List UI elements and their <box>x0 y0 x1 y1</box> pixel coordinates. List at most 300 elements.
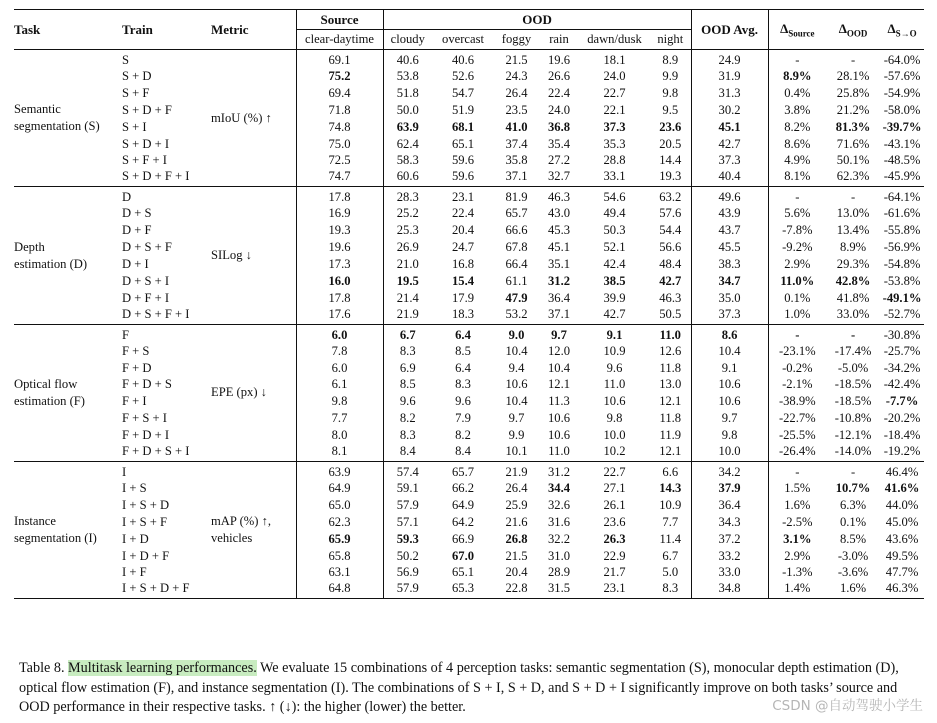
task-label-line: Depth <box>14 239 45 254</box>
cell-ood-night: 6.7 <box>662 548 679 563</box>
train-combination: I + S <box>122 480 147 495</box>
cell-ood-overcast: 65.7 <box>432 462 494 481</box>
header-train: Train <box>122 21 153 37</box>
cell-source-clear-daytime: 17.6 <box>296 307 383 325</box>
cell-ood-overcast: 23.1 <box>432 187 494 206</box>
table-row <box>14 307 924 325</box>
cell-ood-avg: 9.7 <box>691 410 768 427</box>
cell-delta-ood: 62.3% <box>836 169 870 184</box>
cell-ood-overcast: 66.9 <box>451 531 475 546</box>
cell-ood-dawn-dusk: 38.5 <box>603 273 626 288</box>
cell-delta-s-to-o: -64.1% <box>880 187 924 206</box>
train-combination: D + F + I <box>122 290 170 305</box>
cell-ood-night: 23.6 <box>659 119 682 134</box>
task-label-line: Optical flow <box>14 376 78 391</box>
table-row <box>14 427 924 444</box>
header-ood: OOD <box>383 10 691 30</box>
cell-source-clear-daytime: 17.3 <box>296 256 383 273</box>
cell-delta-source: 8.6% <box>768 136 826 153</box>
cell-delta-source: -0.2% <box>768 360 826 377</box>
cell-delta-source: -2.5% <box>768 514 826 531</box>
col-rain: rain <box>549 32 569 46</box>
cell-ood-cloudy: 9.6 <box>383 393 432 410</box>
cell-ood-rain: 31.2 <box>539 462 579 481</box>
cell-ood-dawn-dusk: 37.3 <box>603 119 626 134</box>
cell-ood-foggy: 9.4 <box>508 360 525 375</box>
cell-ood-overcast: 66.2 <box>451 480 475 495</box>
cell-ood-dawn-dusk: 52.1 <box>603 240 626 255</box>
cell-delta-ood: - <box>850 53 856 67</box>
cell-ood-foggy: 22.8 <box>505 581 528 596</box>
cell-delta-source: 1.5% <box>768 480 826 497</box>
cell-delta-s-to-o: -53.8% <box>883 273 921 288</box>
cell-ood-rain: 37.1 <box>547 306 571 321</box>
cell-delta-ood: 21.2% <box>836 102 870 117</box>
cell-delta-source: -22.7% <box>768 410 826 427</box>
cell-ood-dawn-dusk: 23.6 <box>603 514 626 529</box>
cell-source-clear-daytime: 65.8 <box>296 548 383 565</box>
cell-ood-overcast: 7.9 <box>455 411 471 426</box>
cell-ood-dawn-dusk: 49.4 <box>603 206 626 221</box>
cell-source-clear-daytime: 7.8 <box>296 343 383 360</box>
cell-source-clear-daytime: 8.1 <box>296 444 383 462</box>
cell-ood-overcast: 59.6 <box>451 169 475 184</box>
cell-ood-overcast: 17.9 <box>451 290 475 305</box>
table-row <box>14 581 924 599</box>
cell-ood-foggy: 9.9 <box>508 428 525 443</box>
cell-ood-foggy: 10.1 <box>505 444 528 459</box>
cell-ood-overcast: 64.9 <box>451 497 475 512</box>
cell-ood-night: 11.8 <box>659 360 682 375</box>
cell-source-clear-daytime: 65.9 <box>296 531 383 548</box>
cell-ood-night: 11.4 <box>659 531 682 546</box>
cell-ood-rain: 31.0 <box>547 548 571 563</box>
cell-ood-overcast: 64.2 <box>451 514 475 529</box>
cell-ood-cloudy: 40.6 <box>383 50 432 69</box>
table-row <box>14 273 924 290</box>
task-group <box>14 324 924 461</box>
cell-delta-ood: 8.5% <box>839 531 867 546</box>
cell-ood-night: 50.5 <box>659 306 682 321</box>
table-row <box>14 205 924 222</box>
task-label-line: Instance <box>14 514 56 529</box>
table-row <box>14 462 924 481</box>
cell-ood-overcast: 65.3 <box>451 581 475 596</box>
cell-ood-night: 9.5 <box>662 102 679 117</box>
cell-delta-ood: 71.6% <box>836 136 870 151</box>
cell-ood-overcast: 9.6 <box>455 394 471 409</box>
cell-ood-foggy: 21.6 <box>505 514 528 529</box>
cell-delta-s-to-o: 47.7% <box>885 565 919 580</box>
cell-ood-night: 42.7 <box>659 273 682 288</box>
cell-ood-rain: 36.4 <box>547 290 571 305</box>
cell-ood-cloudy: 56.9 <box>383 564 432 581</box>
cell-ood-overcast: 8.5 <box>455 343 471 358</box>
cell-source-clear-daytime: 63.9 <box>296 462 383 481</box>
train-combination: S + I <box>122 119 147 134</box>
cell-ood-cloudy: 63.9 <box>383 119 432 136</box>
table-row <box>14 169 924 187</box>
cell-ood-night: 10.9 <box>659 497 682 512</box>
delta-ood-symbol: Δ <box>838 20 847 36</box>
delta-ood-sub: OOD <box>846 28 868 39</box>
cell-ood-cloudy: 53.8 <box>383 68 432 85</box>
cell-ood-dawn-dusk: 26.3 <box>603 531 626 546</box>
cell-ood-cloudy: 25.2 <box>383 205 432 222</box>
cell-ood-night: 46.3 <box>659 290 682 305</box>
task-label <box>14 462 122 599</box>
cell-ood-overcast: 16.8 <box>451 256 475 271</box>
col-foggy: foggy <box>501 32 532 46</box>
cell-ood-dawn-dusk: 10.2 <box>603 444 626 459</box>
cell-delta-source: 4.9% <box>768 152 826 169</box>
col-cloudy: cloudy <box>383 30 432 50</box>
cell-ood-rain: 11.3 <box>548 394 570 409</box>
cell-delta-source: 0.1% <box>768 290 826 307</box>
table-row <box>14 497 924 514</box>
cell-ood-rain: 35.1 <box>547 256 571 271</box>
cell-ood-rain: 32.2 <box>547 531 571 546</box>
cell-delta-source: -38.9% <box>768 393 826 410</box>
cell-ood-avg: 9.8 <box>691 427 768 444</box>
cell-ood-avg: 9.1 <box>691 360 768 377</box>
cell-delta-source: 3.1% <box>768 531 826 548</box>
train-combination: D <box>122 187 211 206</box>
cell-ood-dawn-dusk: 10.0 <box>603 428 626 443</box>
cell-ood-avg: 43.9 <box>691 205 768 222</box>
train-combination: F + D <box>122 360 152 375</box>
results-table-container <box>14 9 924 599</box>
cell-delta-ood: -3.0% <box>837 548 869 563</box>
cell-delta-s-to-o: 43.6% <box>885 531 919 546</box>
cell-ood-cloudy: 57.4 <box>383 462 432 481</box>
train-combination: S + D + F <box>122 102 172 117</box>
task-label <box>14 187 122 324</box>
cell-delta-source: 2.9% <box>768 256 826 273</box>
cell-ood-rain: 45.3 <box>547 223 571 238</box>
cell-delta-source: 8.1% <box>768 169 826 187</box>
cell-delta-ood: -17.4% <box>834 343 872 358</box>
cell-ood-cloudy: 57.9 <box>383 581 432 599</box>
cell-ood-foggy: 21.9 <box>494 462 539 481</box>
train-combination: F + S <box>122 343 150 358</box>
cell-ood-rain: 32.6 <box>547 497 571 512</box>
cell-ood-avg: 37.3 <box>691 307 768 325</box>
task-label-line: segmentation (I) <box>14 531 97 546</box>
metric-label <box>211 324 296 461</box>
cell-ood-cloudy: 51.8 <box>383 85 432 102</box>
cell-ood-cloudy: 8.3 <box>383 427 432 444</box>
cell-delta-ood: 81.3% <box>835 119 871 134</box>
cell-source-clear-daytime: 65.0 <box>296 497 383 514</box>
cell-ood-foggy: 41.0 <box>505 119 528 134</box>
cell-ood-overcast: 65.1 <box>451 565 475 580</box>
cell-ood-cloudy: 59.3 <box>383 531 432 548</box>
cell-ood-avg: 10.0 <box>691 444 768 462</box>
cell-delta-s-to-o: -57.6% <box>883 68 921 83</box>
cell-ood-night: 19.3 <box>659 169 682 184</box>
col-clear-daytime: clear-daytime <box>296 30 383 50</box>
cell-ood-rain: 45.1 <box>547 240 571 255</box>
train-combination: F + S + I <box>122 411 168 426</box>
cell-ood-avg: 33.0 <box>691 564 768 581</box>
cell-source-clear-daytime: 9.8 <box>296 393 383 410</box>
cell-ood-foggy: 37.1 <box>505 169 528 184</box>
cell-ood-avg: 10.6 <box>691 393 768 410</box>
cell-ood-night: 9.9 <box>662 68 679 83</box>
cell-source-clear-daytime: 6.0 <box>296 360 383 377</box>
cell-delta-source: - <box>768 187 826 206</box>
header-task: Task <box>14 21 41 37</box>
cell-delta-source: - <box>768 324 826 343</box>
cell-ood-rain: 28.9 <box>547 565 571 580</box>
task-group <box>14 462 924 599</box>
cell-ood-rain: 36.8 <box>547 119 571 134</box>
cell-ood-cloudy: 21.0 <box>383 256 432 273</box>
task-label-line: estimation (F) <box>14 393 86 408</box>
cell-ood-night: 57.6 <box>659 206 682 221</box>
cell-ood-rain: 34.4 <box>547 480 571 495</box>
cell-delta-source: 2.9% <box>768 548 826 565</box>
task-label-line: segmentation (S) <box>14 119 100 134</box>
cell-ood-night: 9.8 <box>662 85 679 100</box>
delta-source-symbol: Δ <box>780 20 789 36</box>
cell-delta-ood: - <box>826 462 880 481</box>
cell-ood-dawn-dusk: 21.7 <box>603 565 626 580</box>
cell-ood-foggy: 24.3 <box>505 68 528 83</box>
cell-source-clear-daytime: 71.8 <box>296 102 383 119</box>
cell-ood-rain: 10.6 <box>547 411 571 426</box>
cell-ood-cloudy: 21.4 <box>383 290 432 307</box>
cell-delta-source: -26.4% <box>768 444 826 462</box>
cell-delta-source: 3.8% <box>768 102 826 119</box>
cell-ood-rain: 31.6 <box>547 514 571 529</box>
cell-delta-s-to-o: -19.2% <box>883 444 921 459</box>
cell-delta-ood: 29.3% <box>836 256 870 271</box>
cell-delta-source: 5.6% <box>768 205 826 222</box>
cell-ood-dawn-dusk: 35.3 <box>603 136 626 151</box>
cell-delta-ood: -18.5% <box>834 394 872 409</box>
cell-ood-dawn-dusk: 9.8 <box>606 411 623 426</box>
cell-ood-foggy: 66.6 <box>505 223 528 238</box>
train-combination: I + S + D + F <box>122 581 190 596</box>
cell-ood-overcast: 52.6 <box>451 68 475 83</box>
cell-delta-source: -1.3% <box>768 564 826 581</box>
cell-ood-overcast: 65.1 <box>451 136 475 151</box>
table-header <box>14 10 924 50</box>
table-row <box>14 410 924 427</box>
train-combination: S + F <box>122 85 150 100</box>
cell-ood-foggy: 35.8 <box>505 153 528 168</box>
cell-ood-avg: 34.3 <box>691 514 768 531</box>
cell-delta-source: 8.9% <box>768 68 826 85</box>
cell-delta-s-to-o: -54.9% <box>883 85 921 100</box>
cell-ood-foggy: 61.1 <box>505 273 528 288</box>
cell-source-clear-daytime: 8.0 <box>296 427 383 444</box>
caption-highlight: Multitask learning performances. <box>68 660 257 676</box>
cell-ood-avg: 31.3 <box>691 85 768 102</box>
train-combination: D + F <box>122 223 152 238</box>
cell-delta-s-to-o: -55.8% <box>883 223 921 238</box>
cell-ood-dawn-dusk: 42.7 <box>603 306 626 321</box>
task-label-line: Semantic <box>14 102 61 117</box>
cell-ood-foggy: 26.4 <box>505 85 528 100</box>
cell-ood-foggy: 26.8 <box>505 531 528 546</box>
cell-ood-dawn-dusk: 10.6 <box>603 394 626 409</box>
cell-delta-ood: 0.1% <box>839 514 867 529</box>
cell-ood-foggy: 10.6 <box>505 377 528 392</box>
cell-delta-source: -23.1% <box>768 343 826 360</box>
cell-ood-cloudy: 8.3 <box>383 343 432 360</box>
cell-ood-foggy: 65.7 <box>505 206 528 221</box>
cell-delta-source: 1.0% <box>768 307 826 325</box>
cell-ood-dawn-dusk: 50.3 <box>603 223 626 238</box>
cell-ood-rain: 27.2 <box>547 153 571 168</box>
cell-ood-rain: 32.7 <box>547 169 571 184</box>
metric-label-line: vehicles <box>211 531 253 546</box>
cell-ood-rain: 19.6 <box>547 53 571 67</box>
cell-ood-dawn-dusk: 28.8 <box>603 153 626 168</box>
cell-ood-rain: 46.3 <box>539 187 579 206</box>
cell-ood-overcast: 24.7 <box>451 240 475 255</box>
table-row <box>14 531 924 548</box>
cell-ood-overcast: 6.4 <box>432 324 494 343</box>
cell-delta-ood: -3.6% <box>837 565 869 580</box>
cell-source-clear-daytime: 17.8 <box>296 187 383 206</box>
cell-delta-ood: 28.1% <box>836 68 870 83</box>
cell-ood-overcast: 18.3 <box>451 306 475 321</box>
cell-ood-avg: 33.2 <box>691 548 768 565</box>
metric-label <box>211 50 296 187</box>
caption-prefix: Table 8. <box>19 660 65 676</box>
cell-ood-overcast: 54.7 <box>451 85 475 100</box>
cell-ood-dawn-dusk: 33.1 <box>603 169 626 184</box>
table-row <box>14 290 924 307</box>
cell-ood-dawn-dusk: 11.0 <box>603 377 626 392</box>
train-combination: S + D <box>122 68 152 83</box>
cell-source-clear-daytime: 17.8 <box>296 290 383 307</box>
table-row <box>14 119 924 136</box>
table-row <box>14 187 924 206</box>
cell-ood-overcast: 15.4 <box>451 273 475 288</box>
cell-source-clear-daytime: 63.1 <box>296 564 383 581</box>
table-row <box>14 343 924 360</box>
col-overcast: overcast <box>442 32 484 46</box>
cell-source-clear-daytime: 74.7 <box>296 169 383 187</box>
cell-ood-night: 12.1 <box>659 394 682 409</box>
train-combination: I + D <box>122 531 149 546</box>
cell-delta-s-to-o: 46.4% <box>880 462 924 481</box>
cell-delta-s-to-o: -39.7% <box>882 119 922 134</box>
cell-ood-night: 8.3 <box>662 581 679 596</box>
table-row <box>14 324 924 343</box>
cell-ood-rain: 31.5 <box>547 581 571 596</box>
cell-source-clear-daytime: 62.3 <box>296 514 383 531</box>
cell-ood-foggy: 26.4 <box>505 480 528 495</box>
col-night: night <box>657 32 684 46</box>
cell-ood-avg: 45.1 <box>691 119 768 136</box>
cell-source-clear-daytime: 6.1 <box>296 376 383 393</box>
train-combination: I + D + F <box>122 548 170 563</box>
cell-delta-s-to-o: 44.0% <box>885 497 919 512</box>
cell-source-clear-daytime: 74.8 <box>296 119 383 136</box>
cell-delta-s-to-o: -54.8% <box>883 256 921 271</box>
cell-ood-dawn-dusk: 10.9 <box>603 343 626 358</box>
cell-ood-night: 6.6 <box>650 462 691 481</box>
cell-delta-source: 11.0% <box>768 273 826 290</box>
cell-ood-avg: 10.6 <box>691 376 768 393</box>
cell-ood-cloudy: 8.2 <box>383 410 432 427</box>
cell-ood-dawn-dusk: 9.6 <box>606 360 623 375</box>
cell-source-clear-daytime: 19.6 <box>296 239 383 256</box>
cell-ood-foggy: 21.5 <box>505 548 528 563</box>
table-row <box>14 50 924 69</box>
cell-delta-source: -25.5% <box>768 427 826 444</box>
train-combination: D + I <box>122 256 149 271</box>
cell-ood-avg: 45.5 <box>691 239 768 256</box>
cell-ood-overcast: 67.0 <box>451 548 475 563</box>
task-label-line: estimation (D) <box>14 256 88 271</box>
cell-ood-rain: 22.4 <box>547 85 571 100</box>
cell-ood-night: 5.0 <box>662 565 679 580</box>
train-combination: I + S + D <box>122 497 170 512</box>
cell-ood-cloudy: 60.6 <box>383 169 432 187</box>
header-delta-ood <box>826 10 880 50</box>
train-combination: D + S + F <box>122 240 172 255</box>
cell-delta-ood: - <box>826 187 880 206</box>
cell-delta-s-to-o: -56.9% <box>883 240 921 255</box>
cell-ood-cloudy: 8.4 <box>383 444 432 462</box>
cell-delta-s-to-o: -20.2% <box>883 411 921 426</box>
metric-label-line: SILog ↓ <box>211 248 252 263</box>
cell-delta-s-to-o: -43.1% <box>883 136 921 151</box>
cell-ood-foggy: 10.4 <box>505 343 528 358</box>
cell-ood-avg: 42.7 <box>691 136 768 153</box>
cell-ood-rain: 35.4 <box>547 136 571 151</box>
cell-delta-source: - <box>768 462 826 481</box>
cell-ood-cloudy: 8.5 <box>383 376 432 393</box>
cell-ood-rain: 26.6 <box>547 68 571 83</box>
cell-ood-cloudy: 25.3 <box>383 222 432 239</box>
table-row <box>14 68 924 85</box>
cell-source-clear-daytime: 7.7 <box>296 410 383 427</box>
cell-delta-s-to-o: -48.5% <box>883 153 921 168</box>
cell-ood-night: 11.8 <box>659 411 682 426</box>
header-delta-source <box>768 10 826 50</box>
cell-ood-night: 56.6 <box>659 240 682 255</box>
cell-ood-foggy: 23.5 <box>505 102 528 117</box>
table-row <box>14 393 924 410</box>
cell-source-clear-daytime: 19.3 <box>296 222 383 239</box>
cell-ood-avg: 10.4 <box>691 343 768 360</box>
metric-label <box>211 462 296 599</box>
cell-ood-night: 14.3 <box>659 480 682 495</box>
cell-delta-s-to-o: -34.2% <box>883 360 921 375</box>
header-source: Source <box>296 10 383 30</box>
cell-ood-dawn-dusk: 24.0 <box>603 68 626 83</box>
cell-delta-ood: - <box>826 324 880 343</box>
cell-delta-ood: 42.8% <box>835 273 871 288</box>
train-combination: S + D + F + I <box>122 169 190 184</box>
cell-ood-cloudy: 6.7 <box>383 324 432 343</box>
cell-ood-rain: 12.1 <box>547 377 571 392</box>
cell-delta-ood: 25.8% <box>836 85 870 100</box>
cell-ood-avg: 36.4 <box>691 497 768 514</box>
cell-delta-source: -9.2% <box>768 239 826 256</box>
metric-label <box>211 187 296 324</box>
cell-delta-source: 8.2% <box>768 119 826 136</box>
cell-ood-dawn-dusk: 27.1 <box>603 480 626 495</box>
